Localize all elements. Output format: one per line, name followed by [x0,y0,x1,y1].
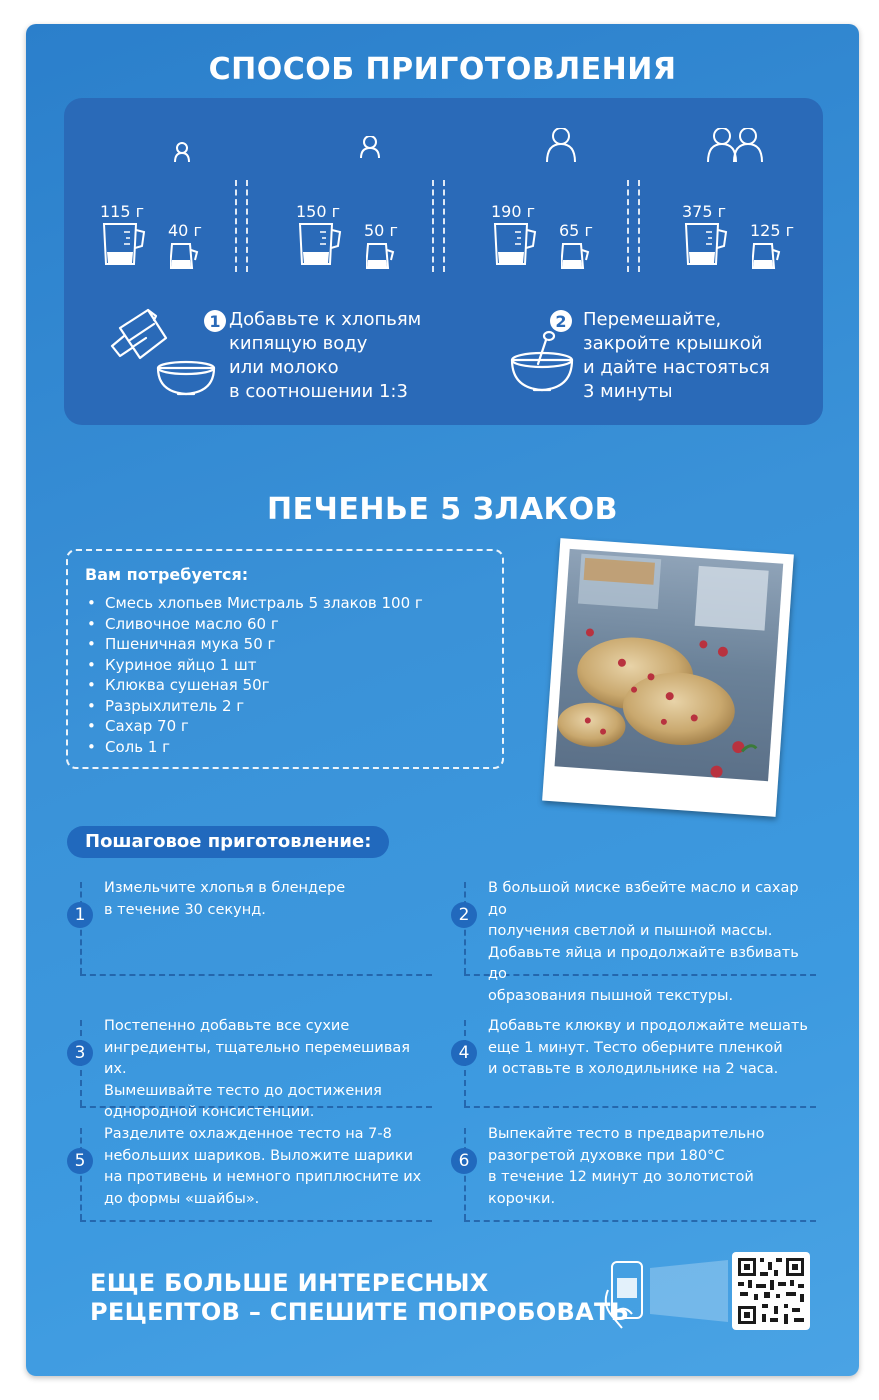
step-text-line: однородной консистенции. [104,1104,315,1120]
ingredient-item: • Пшеничная мука 50 г [85,634,485,655]
divider [432,180,434,272]
step-line: или молоко [229,357,339,378]
cookie-photo [542,538,794,817]
step-text-line: разогретой духовке при 180°C [488,1147,725,1164]
small-cup-icon [170,242,200,272]
scan-qr-illustration [598,1250,834,1334]
step-line: Добавьте к хлопьям [229,309,422,330]
flakes-amount: 65 г [559,221,593,240]
step-text-line: на противень и немного приплюсните их [104,1169,422,1185]
step-number-badge: 6 [451,1148,477,1174]
ingredient-item: • Смесь хлопьев Мистраль 5 злаков 100 г [85,593,485,614]
water-amount: 150 г [296,202,341,221]
step-number: 1 [204,310,226,332]
step-text-line: и оставьте в холодильнике на 2 часа. [488,1061,779,1077]
ingredient-item: • Сливочное масло 60 г [85,614,485,635]
divider [638,180,640,272]
stepwise-step [450,878,822,1004]
measuring-cup-icon [298,222,344,268]
people-icon [531,128,595,168]
water-amount: 375 г [682,202,727,221]
stepwise-step [450,1016,822,1106]
water-amount: 190 г [491,202,536,221]
measuring-cup-icon [102,222,148,268]
small-cup-icon [366,242,396,272]
step-number-badge: 4 [451,1040,477,1066]
step-line: и дайте настояться [583,357,770,378]
step-line: кипящую воду [229,333,368,354]
step-text-line: Добавьте яйца и продолжайте взбивать до [488,944,799,982]
step-number-badge: 2 [451,902,477,928]
step-text-line: Измельчите хлопья в блендере [104,880,346,896]
step-text-line: Постепенно добавьте все сухие [104,1018,350,1034]
step-line: Перемешайте, [583,309,722,330]
step-text-line: Разделите охлажденное тесто на 7-8 [104,1126,392,1142]
flakes-amount: 125 г [750,221,795,240]
step-line: 3 минуты [583,381,673,402]
step-text-line: образования пышной текстуры. [488,987,734,1004]
ingredients-box [66,549,504,769]
ingredient-item: • Разрыхлитель 2 г [85,696,485,717]
step-text-line: Вымешивайте тесто до достижения [104,1082,382,1099]
step-text-line: в течение 30 секунд. [104,901,266,918]
page-title: СПОСОБ ПРИГОТОВЛЕНИЯ [208,52,677,87]
small-cup-icon [561,242,591,272]
step-text-line: Добавьте клюкву и продолжайте мешать [488,1018,808,1034]
step-text-line: Выпекайте тесто в предварительно [488,1126,765,1142]
ingredient-item: • Соль 1 г [85,737,485,758]
people-icon [340,136,404,176]
footer-line: РЕЦЕПТОВ – СПЕШИТЕ ПОПРОБОВАТЬ [90,1298,630,1326]
step-text-line: ингредиенты, тщательно перемешивая их. [104,1039,410,1077]
measuring-cup-icon [493,222,539,268]
flakes-amount: 40 г [168,221,202,240]
ingredient-item: • Куриное яйцо 1 шт [85,655,485,676]
stepwise-step [66,1016,438,1120]
bowl-with-spoon-icon [508,328,576,394]
recipe-title: ПЕЧЕНЬЕ 5 ЗЛАКОВ [267,492,618,527]
ingredient-item: • Клюква сушеная 50г [85,675,485,696]
stepwise-heading: Пошаговое приготовление: [67,826,389,858]
step-number: 2 [550,310,572,332]
stepwise-step [66,878,438,974]
step-line: в соотношении 1:3 [229,381,408,402]
measuring-cup-icon [684,222,730,268]
people-icon [704,128,768,168]
ingredient-item: • Сахар 70 г [85,716,485,737]
small-cup-icon [752,242,782,272]
step-number-badge: 5 [67,1148,93,1174]
divider [246,180,248,272]
stepwise-step [66,1124,438,1220]
package-panel [26,24,859,1376]
stepwise-step [450,1124,822,1220]
instructions-panel [64,98,823,425]
step-number-badge: 1 [67,902,93,928]
flakes-amount: 50 г [364,221,398,240]
step-text-line: В большой миске взбейте масло и сахар до [488,880,799,918]
step-text-line: получения светлой и пышной массы. [488,923,773,939]
ingredients-heading: Вам потребуется: [85,565,249,584]
divider [235,180,237,272]
footer-line: ЕЩЕ БОЛЬШЕ ИНТЕРЕСНЫХ [90,1269,489,1297]
step-text-line: в течение 12 минут до золотистой корочки. [488,1169,754,1207]
step-line: закройте крышкой [583,333,763,354]
people-icon [152,142,216,182]
step-text-line: до формы «шайбы». [104,1190,260,1207]
water-amount: 115 г [100,202,145,221]
step-number-badge: 3 [67,1040,93,1066]
footer-text [90,1269,629,1327]
divider [443,180,445,272]
step-text-line: небольших шариков. Выложите шарики [104,1147,414,1164]
step-text-line: еще 1 минут. Тесто оберните пленкой [488,1039,783,1056]
divider [627,180,629,272]
